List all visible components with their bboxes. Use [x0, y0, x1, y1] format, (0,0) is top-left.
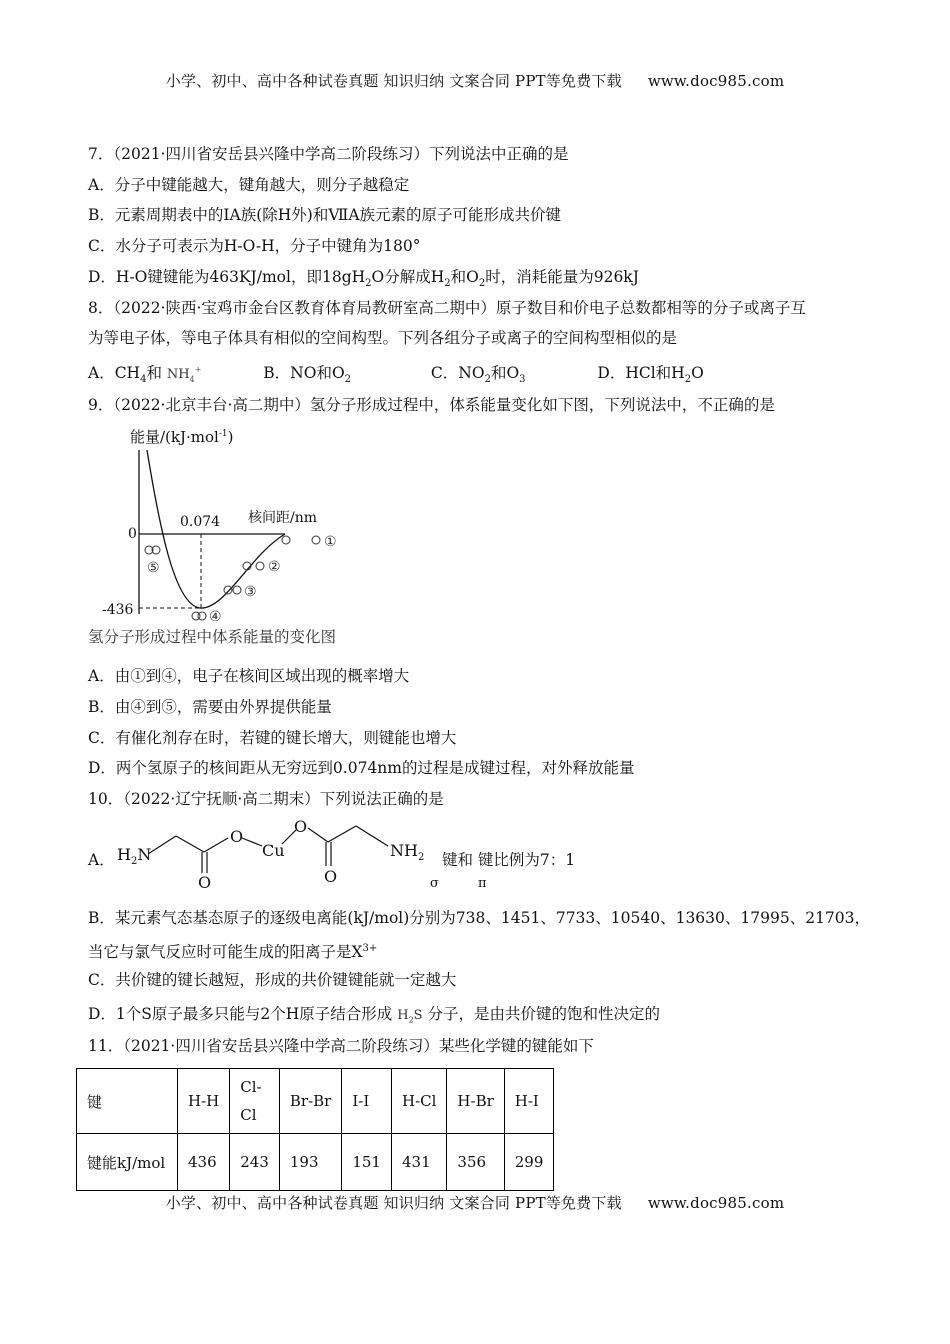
q10-option-b-2: 当它与氯气反应时可能生成的阳离子是$X^{3+}$	[88, 943, 378, 962]
table-cell: 436	[178, 1134, 230, 1191]
glycine-copper-structure	[114, 818, 434, 896]
chart-ylabel: 能量/(kJ·mol$^{-1}$)	[130, 428, 234, 446]
chart-point-5: ⑤	[147, 560, 160, 576]
table-cell: H-H	[178, 1069, 230, 1134]
q9-option-d: D．两个氢原子的核间距从无穷远到0.074nm的过程是成键过程，对外释放能量	[88, 759, 635, 777]
q8-option-d: D．HCl和$H_2O$	[597, 364, 704, 386]
bond-c3-c4	[328, 826, 356, 842]
footer-url[interactable]: www.doc985.com	[647, 1194, 785, 1212]
chart-ytick-436: -436	[102, 602, 134, 618]
table-cell: 243	[230, 1134, 280, 1191]
bond-o2-c3	[308, 828, 328, 842]
table-row	[77, 1069, 554, 1134]
pi-symbol: π	[478, 876, 487, 891]
chart-point-2: ②	[268, 559, 281, 575]
bond-c1-c2	[176, 836, 204, 852]
table-cell: H-Br	[447, 1069, 504, 1134]
table-cell: 151	[342, 1134, 392, 1191]
energy-curve-chart	[90, 420, 380, 652]
bond-c4-n	[356, 826, 388, 846]
q10-option-c: C．共价键的键长越短，形成的共价键键能就一定越大	[88, 971, 457, 989]
table-cell: 299	[504, 1134, 554, 1191]
q9-option-a: A．由①到④，电子在核间区域出现的概率增大	[88, 667, 410, 685]
q8-options	[88, 360, 704, 390]
table-cell: 193	[279, 1134, 341, 1191]
table-row	[77, 1134, 554, 1191]
table-cell: Cl-Cl	[230, 1069, 280, 1134]
q7-option-b: B．元素周期表中的ⅠA族(除H外)和ⅦA族元素的原子可能形成共价键	[88, 206, 562, 224]
footer-text: 小学、初中、高中各种试卷真题 知识归纳 文案合同 PPT等免费下载	[165, 1194, 622, 1212]
bond-n-c1	[148, 836, 176, 854]
atom-pair-2b	[256, 562, 264, 570]
q8-stem-1: 8．（2022·陕西·宝鸡市金台区教育体育局教研室高二期中）原子数目和价电子总数都相等的分子或离子互	[88, 299, 806, 317]
struct-o2: O	[294, 818, 308, 836]
bond-energy-table	[76, 1068, 554, 1191]
q10-option-d: D．1个S原子最多只能与2个H原子结合形成 $H_2S$ 分子，是由共价键的饱和性决定的	[88, 1005, 661, 1025]
atom-pair-4b	[198, 612, 206, 620]
q7-option-c: C．水分子可表示为H-O-H，分子中键角为180°	[88, 237, 421, 255]
chart-point-3: ③	[244, 584, 257, 600]
page-header	[0, 70, 950, 91]
q9-option-c: C．有催化剂存在时，若键的键长增大，则键能也增大	[88, 729, 457, 747]
table-cell: 键	[77, 1069, 178, 1134]
chart-point-1: ①	[324, 534, 337, 550]
q10-option-b-1: B．某元素气态基态原子的逐级电离能(kJ/mol)分别为738、1451、7733、10540、13630、17995、21703，	[88, 909, 871, 927]
table-cell: 键能kJ/mol	[77, 1134, 178, 1191]
atom-pair-3b	[233, 586, 241, 594]
q9-option-b: B．由④到⑤，需要由外界提供能量	[88, 698, 332, 716]
page-footer	[0, 1192, 950, 1213]
table-cell: 356	[447, 1134, 504, 1191]
table-cell: H-Cl	[391, 1069, 446, 1134]
header-text: 小学、初中、高中各种试卷真题 知识归纳 文案合同 PPT等免费下载	[165, 72, 622, 90]
q7-option-a: A．分子中键能越大，键角越大，则分子越稳定	[88, 176, 410, 194]
atom-pair-1a	[282, 536, 290, 544]
q10-option-a-label: A．	[88, 851, 115, 869]
q10-stem: 10．（2022·辽宁抚顺·高二期末）下列说法正确的是	[88, 790, 444, 808]
struct-o4: O	[324, 867, 338, 886]
q8-option-c: C．$NO_2$和$O_3$	[430, 364, 526, 386]
struct-o1: O	[230, 827, 244, 846]
struct-o3: O	[198, 873, 212, 892]
struct-cu: Cu	[262, 841, 285, 860]
q7-option-d: D．H-O键键能为463KJ/mol，即$18gH_2O$分解成$H_2$和$O_2$时，消耗能量为926kJ	[88, 268, 639, 290]
bond-c2-o1	[204, 838, 228, 852]
bond-cu-o2	[282, 830, 296, 844]
table-cell: Br-Br	[279, 1069, 341, 1134]
struct-h2n: $H_2N$	[117, 845, 152, 867]
q9-stem: 9．（2022·北京丰台·高二期中）氢分子形成过程中，体系能量变化如下图，下列说法中，不正确的是	[88, 396, 775, 414]
q11-stem: 11．（2021·四川省安岳县兴隆中学高二阶段练习）某些化学键的键能如下	[88, 1037, 594, 1055]
q10-option-a-tail: 键和 键比例为7：1	[442, 851, 576, 869]
q7-stem: 7．（2021·四川省安岳县兴隆中学高二阶段练习）下列说法中正确的是	[88, 145, 569, 163]
table-cell: H-I	[504, 1069, 554, 1134]
bond-o1-cu	[242, 838, 262, 846]
q8-option-b: B．NO和$O_2$	[263, 364, 352, 386]
chart-xmark-0074: 0.074	[180, 514, 221, 530]
atom-pair-1b	[312, 536, 320, 544]
chart-xlabel: 核间距/nm	[248, 510, 318, 526]
struct-nh2: $NH_2$	[390, 841, 425, 863]
chart-ytick-0: 0	[128, 526, 137, 542]
chart-caption: 氢分子形成过程中体系能量的变化图	[88, 628, 337, 646]
chart-point-4: ④	[209, 609, 222, 625]
table-cell: I-I	[342, 1069, 392, 1134]
table-cell: 431	[391, 1134, 446, 1191]
sigma-symbol: σ	[430, 876, 439, 891]
q8-option-a: A．$CH_4$和 $NH_4^+$	[88, 364, 202, 386]
q8-stem-2: 为等电子体，等电子体具有相似的空间构型。下列各组分子或离子的空间构型相似的是	[88, 329, 678, 347]
header-url[interactable]: www.doc985.com	[647, 72, 785, 90]
atom-pair-3a	[224, 586, 232, 594]
